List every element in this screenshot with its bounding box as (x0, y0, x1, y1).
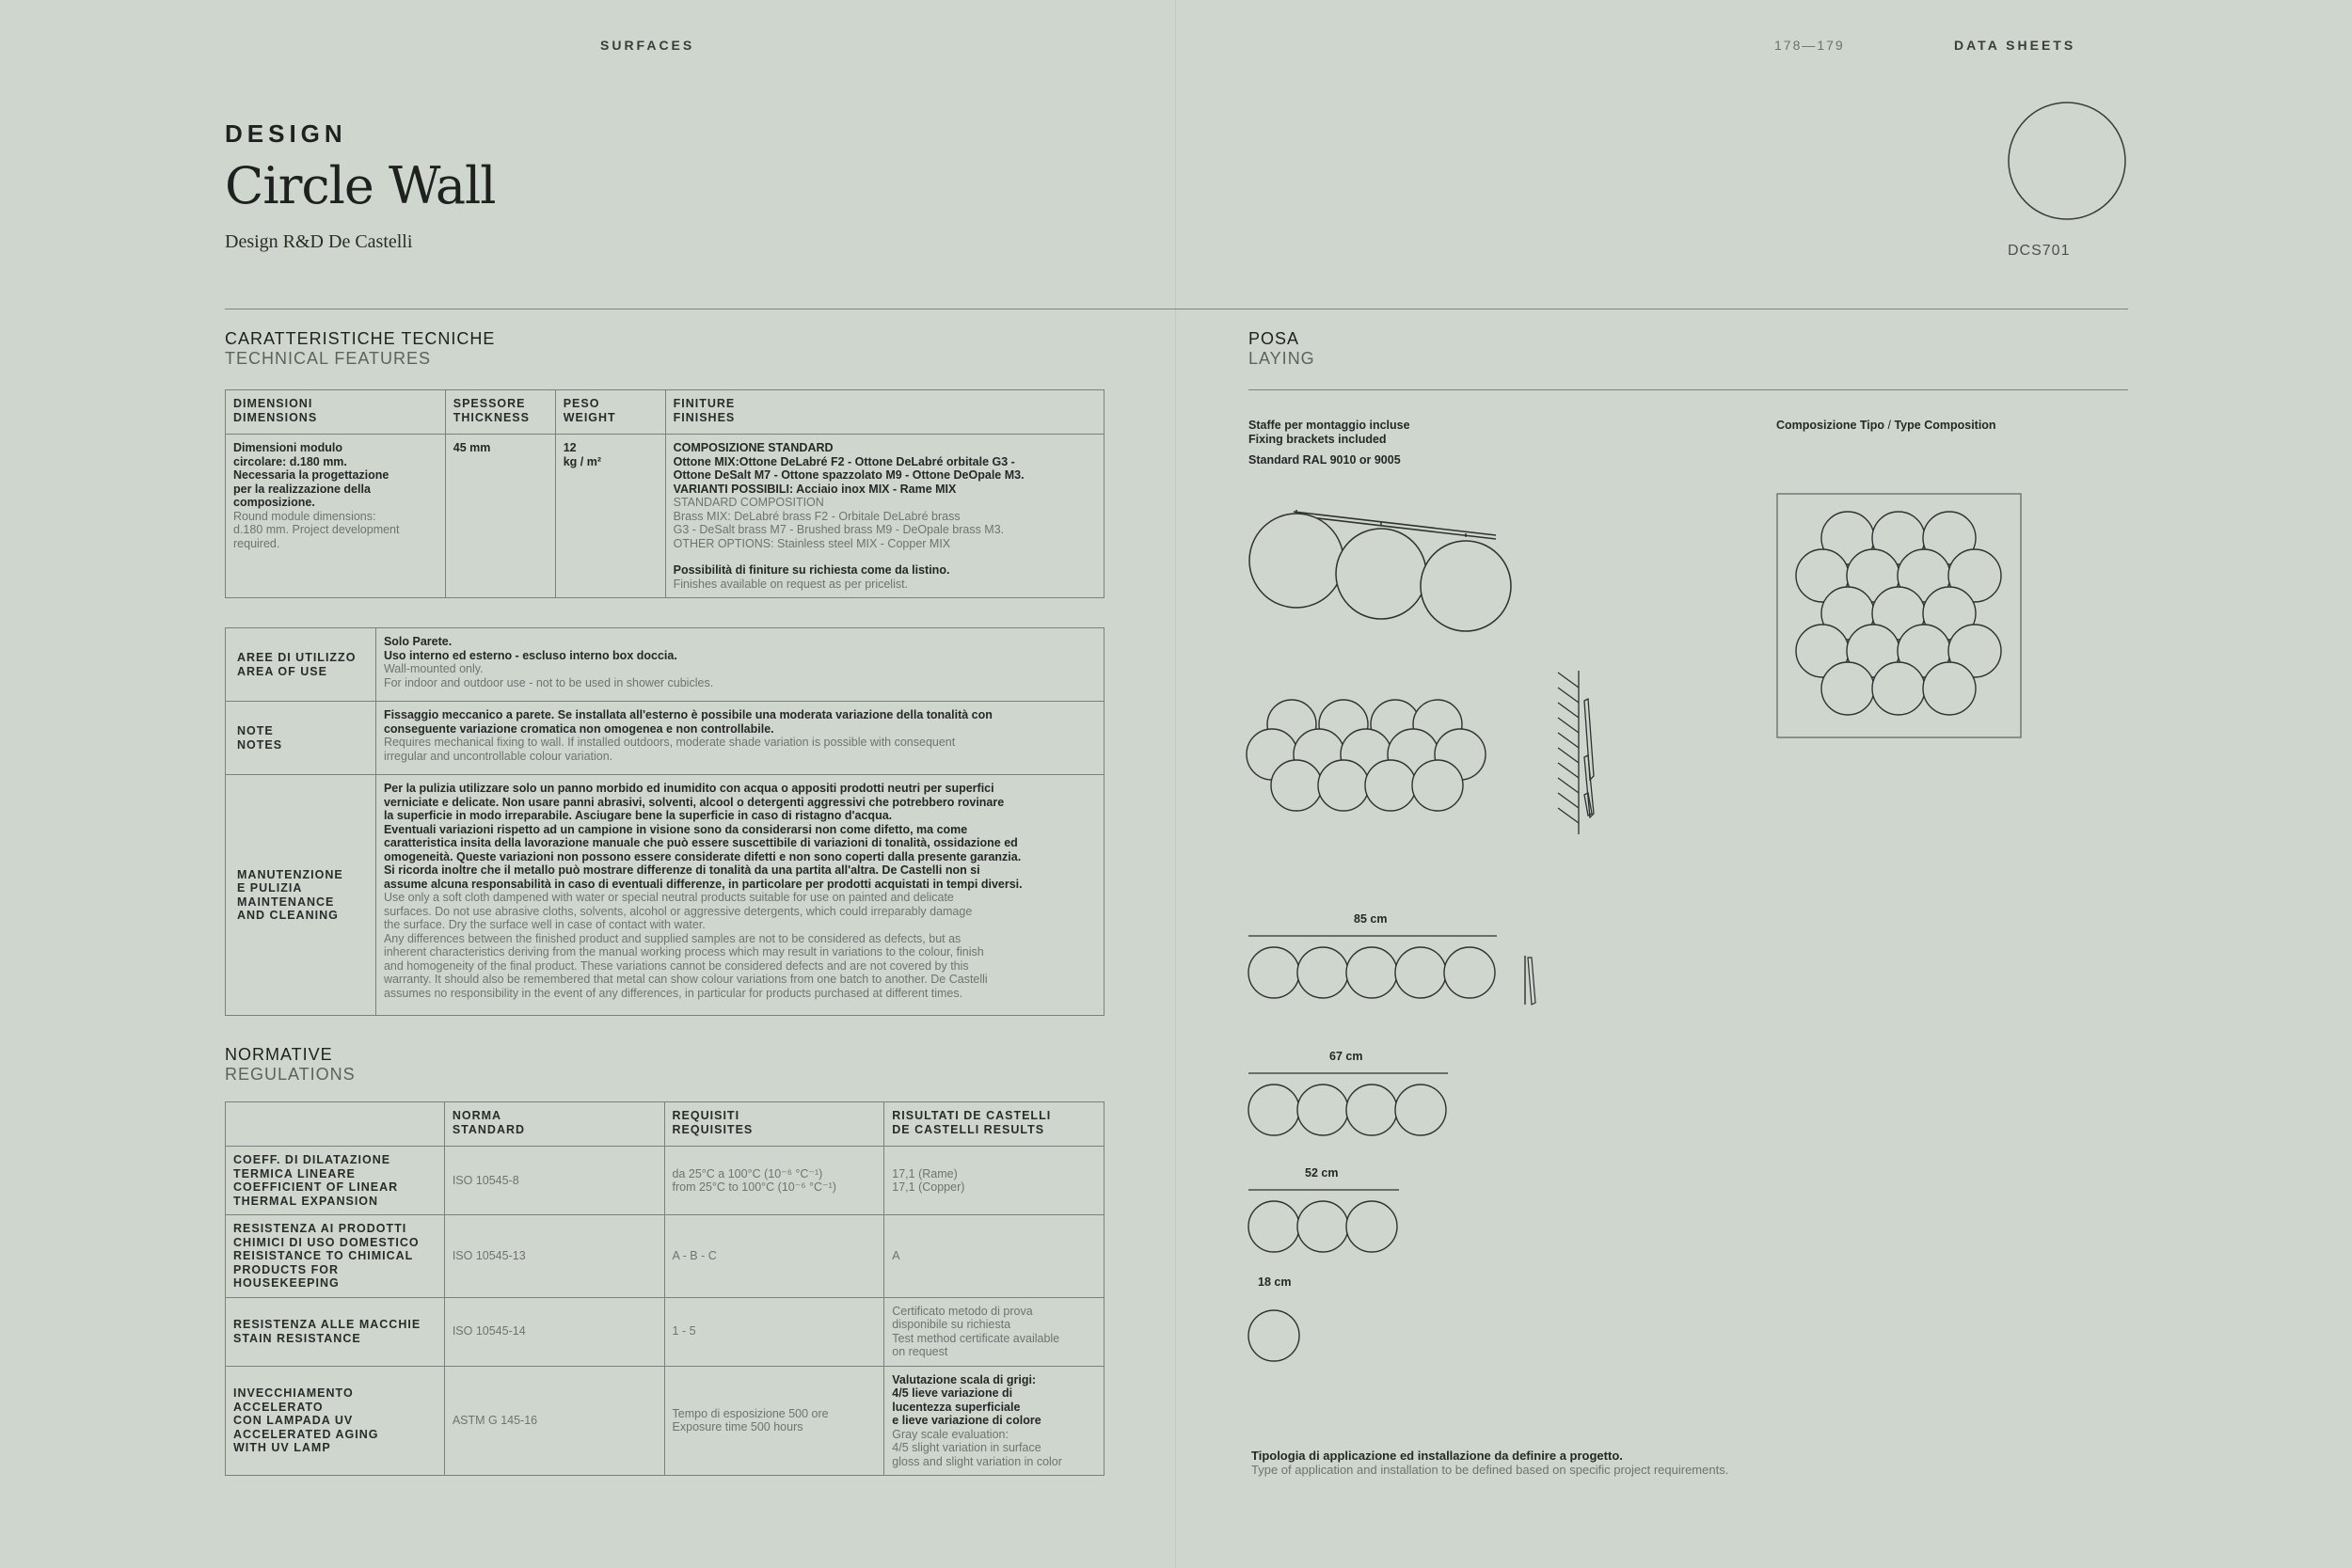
composition-caption: Composizione Tipo / Type Composition (1776, 419, 1996, 432)
label-notes (226, 702, 376, 775)
text-line: Test method certificate available (892, 1331, 1060, 1345)
text-line: COEFFICIENT OF LINEAR (233, 1180, 399, 1194)
text-line: Brass MIX: DeLabré brass F2 - Orbitale DeLabré brass (673, 509, 961, 523)
text-line: Uso interno ed esterno - escluso interno box doccia. (383, 648, 677, 662)
text-line: caratteristica insita della lavorazione manuale che può essere suscettibile di variazioni di tonalità, ossidazione ed (383, 836, 1018, 849)
text-line: conseguente variazione cromatica non omogenea e non controllabile. (383, 721, 774, 736)
text-line: COEFF. DI DILATAZIONE (233, 1153, 391, 1166)
cell-thickness: 45 mm (445, 435, 555, 598)
text-line: OTHER OPTIONS: Stainless steel MIX - Copper MIX (673, 536, 951, 550)
text-line: TERMICA LINEARE (233, 1166, 356, 1180)
text-line: Round module dimensions: (233, 509, 376, 523)
text-line: RESISTENZA AI PRODOTTI (233, 1222, 407, 1235)
text-line: Si ricorda inoltre che il metallo può mostrare differenze di tonalità da una partita all'altra. De Castelli non si (383, 863, 980, 877)
circle-module (1821, 662, 1874, 715)
text-line: inherent characteristics deriving from the manual working process which may result in variations to the colour, finish (383, 945, 984, 958)
text-line: VARIANTI POSSIBILI: Acciaio inox MIX - Rame MIX (673, 482, 957, 496)
laying-section-title (1248, 329, 1315, 369)
text-line: omogeneità. Queste variazioni non possono essere considerate difetti e non sono coperti dalla presente garanzia. (383, 849, 1022, 863)
circle-module (1248, 1085, 1299, 1135)
text-line: REISISTANCE TO CHIMICAL (233, 1249, 414, 1262)
circle-module (1365, 760, 1416, 811)
circle-module (1872, 662, 1925, 715)
text-line: E PULIZIA (237, 881, 303, 895)
text-line: MAINTENANCE (237, 895, 335, 909)
circle-module (1412, 760, 1463, 811)
text-line: Valutazione scala di grigi: (892, 1372, 1037, 1386)
cell-weight: 12 kg / m² (555, 435, 665, 598)
text-line: THERMAL EXPANSION (233, 1194, 379, 1208)
text-line: per la realizzazione della (233, 482, 371, 496)
dimension-label: 18 cm (1258, 1275, 1292, 1289)
cell-area-of-use (375, 628, 1104, 702)
text-line: CON LAMPADA UV (233, 1414, 354, 1427)
circle-module (1395, 947, 1446, 998)
circle-module (1297, 947, 1348, 998)
laying-title-en: LAYING (1248, 349, 1315, 368)
text-line: Eventuali variazioni rispetto ad un campione in visione sono da considerarsi non come difetto, ma come (383, 822, 968, 836)
regulations-title-en: REGULATIONS (225, 1065, 356, 1084)
table-row: COEFF. DI DILATAZIONE TERMICA LINEARE COEFFICIENT OF LINEAR THERMAL EXPANSION ISO 10545-8 da 25°C a 100°C (10⁻⁶ °C⁻¹) from 25°C to 100°C (10⁻⁶ °C⁻¹) 17,1 (Rame) 17,1 (Copper) (226, 1147, 1104, 1215)
table-row: RESISTENZA ALLE MACCHIE STAIN RESISTANCE ISO 10545-14 1 - 5 Certificato metodo di prova disponibile su richiesta Test method certificate available on request (226, 1297, 1104, 1366)
type-composition-illustration (1776, 493, 2023, 739)
circle-module (1346, 947, 1397, 998)
cell-maintenance (375, 775, 1104, 1016)
text-line: and homogeneity of the final product. These variations cannot be considered defects and are not covered by this (383, 958, 969, 973)
text-line: STAIN RESISTANCE (233, 1331, 361, 1345)
text-line: ACCELERATED AGING (233, 1427, 379, 1441)
text-line: Wall-mounted only. (383, 662, 484, 675)
text-line: Certificato metodo di prova (892, 1304, 1033, 1318)
side-profile-small (1522, 954, 1541, 1006)
regulations-section-title (225, 1045, 356, 1085)
text-line: WITH UV LAMP (233, 1441, 331, 1454)
text-line: irregular and uncontrollable colour variation. (383, 749, 613, 763)
th-thickness: SPESSORE THICKNESS (445, 390, 555, 435)
text-line: COMPOSIZIONE STANDARD (673, 441, 834, 454)
text-line: 4/5 slight variation in surface (892, 1441, 1041, 1454)
laying-footer-note: Tipologia di applicazione ed installazione da definire a progetto. Type of application and installation to be defined based on specific project requirements. (1251, 1449, 1729, 1477)
dimension-drawing-1 (1248, 1296, 1304, 1371)
text-line: NOTES (237, 737, 283, 752)
circle-module (1318, 760, 1369, 811)
circle-module (1346, 1085, 1397, 1135)
text-line: Per la pulizia utilizzare solo un panno morbido ed inumidito con acqua o appositi prodotti neutri per superfici (383, 782, 994, 795)
text-line: 17,1 (Rame) (892, 1166, 958, 1180)
text-line: AND CLEANING (237, 909, 339, 922)
product-title: Circle Wall (225, 156, 496, 215)
product-code: DCS701 (2008, 243, 2071, 259)
text-line: Gray scale evaluation: (892, 1427, 1009, 1441)
text-line: PRODUCTS FOR HOUSEKEEPING (233, 1262, 340, 1290)
dimension-label: 67 cm (1329, 1050, 1363, 1063)
table-row: RESISTENZA AI PRODOTTI CHIMICI DI USO DOMESTICO REISISTANCE TO CHIMICAL PRODUCTS FOR HOUSEKEEPING ISO 10545-13 A - B - C A (226, 1215, 1104, 1298)
text-line: verniciate e delicate. Non usare panni abrasivi, solventi, alcool o detergenti aggressivi che potrebbero rovinare (383, 795, 1005, 809)
th-requisites: REQUISITI REQUISITES (664, 1102, 884, 1147)
text-line: warranty. It should also be remembered that metal can show colour variations from one batch to another. De Castelli (383, 973, 988, 986)
text-line: AREA OF USE (237, 664, 327, 678)
laying-title-it: POSA (1248, 329, 1300, 348)
text-line: Requires mechanical fixing to wall. If installed outdoors, moderate shade variation is possible with consequent (383, 736, 956, 749)
text-line: NOTE (237, 724, 274, 737)
text-line: circolare: d.180 mm. (233, 454, 347, 468)
section-header-left: SURFACES (600, 38, 695, 53)
text-line: STANDARD COMPOSITION (673, 496, 824, 509)
regulations-table (225, 1101, 1104, 1476)
text-line: the surface. Dry the surface well in case of contact with water. (383, 918, 706, 931)
text-line: assumes no responsibility in the event of any differences, in particular for products purchased at different times. (383, 986, 963, 1000)
text-line: 1 - 5 (672, 1324, 696, 1338)
text-line: Ottone DeSalt M7 - Ottone spazzolato M9 - Ottone DeOpale M3. (673, 468, 1025, 482)
text-line: ACCELERATO (233, 1400, 324, 1414)
tech-title-it: CARATTERISTICHE TECNICHE (225, 329, 496, 348)
dimension-drawing-4 (1248, 1070, 1451, 1146)
text-line: e lieve variazione di colore (892, 1414, 1041, 1427)
tech-features-table (225, 389, 1104, 598)
text-line: 17,1 (Copper) (892, 1180, 965, 1194)
text-line: disponibile su richiesta (892, 1318, 1011, 1331)
text-line: Tempo di esposizione 500 ore (672, 1406, 829, 1420)
regulations-title-it: NORMATIVE (225, 1045, 333, 1064)
text-line: surfaces. Do not use abrasive cloths, solvents, alcohol or aggressive detergents, which could irreparably damage (383, 904, 973, 918)
circle-module (1248, 1310, 1299, 1361)
cluster-illustration (1242, 691, 1505, 823)
text-line: 4/5 lieve variazione di (892, 1386, 1013, 1400)
text-line: MANUTENZIONE (237, 867, 343, 881)
circle-module (1444, 947, 1495, 998)
dimension-drawing-3 (1248, 1187, 1402, 1262)
brackets-caption: Staffe per montaggio incluse Fixing brackets included Standard RAL 9010 or 9005 (1248, 419, 1410, 467)
text-line: required. (233, 536, 280, 550)
dimension-drawing-5 (1248, 933, 1500, 1008)
th-results: RISULTATI DE CASTELLI DE CASTELLI RESULTS (884, 1102, 1104, 1147)
cell-finishes: COMPOSIZIONE STANDARD Ottone MIX:Ottone DeLabré F2 - Ottone DeLabré orbitale G3 - Ottone DeSalt M7 - Ottone spazzolato M9 - Ottone DeOpale M3. VARIANTI POSSIBILI: Acciaio inox MIX - Rame MIX STANDARD COMPOSITION Brass MIX: DeLabré brass F2 - Orbitale DeLabré brass G3 - DeSalt brass M7 - Brushed brass M9 - DeOpale brass M3. OTHER OPTIONS: Stainless steel MIX - Copper MIX Possibilità di finiture su richiesta come da listino. Finishes available on request as per pricelist. (665, 435, 1104, 598)
text-line: Solo Parete. (383, 635, 453, 648)
cell-dimensions (226, 435, 446, 598)
text-line: Dimensioni modulo (233, 441, 342, 454)
text-line: Any differences between the finished product and supplied samples are not to be considered as defects, but as (383, 931, 961, 945)
text-line: composizione. (233, 496, 315, 509)
text-line: d.180 mm. Project development (233, 523, 400, 536)
product-circle-icon (2004, 98, 2130, 224)
text-line: Exposure time 500 hours (672, 1420, 803, 1434)
text-line: from 25°C to 100°C (10⁻⁶ °C⁻¹) (672, 1180, 836, 1194)
laying-divider (1248, 389, 2128, 390)
text-line: For indoor and outdoor use - not to be used in shower cubicles. (383, 675, 714, 689)
th-weight: PESO WEIGHT (555, 390, 665, 435)
wall-profile-illustration (1552, 663, 1599, 842)
design-kicker: DESIGN (225, 119, 347, 148)
page-spine (1175, 0, 1176, 1568)
usage-table (225, 627, 1104, 1016)
th-finishes: FINITURE FINISHES (665, 390, 1104, 435)
section-header-right: DATA SHEETS (1954, 38, 2076, 53)
text-line: RESISTENZA ALLE MACCHIE (233, 1318, 421, 1331)
circle-module (1923, 662, 1976, 715)
dimension-label: 52 cm (1305, 1166, 1339, 1180)
dimension-label: 85 cm (1354, 912, 1388, 926)
th-standard: NORMA STANDARD (444, 1102, 664, 1147)
mounting-illustration (1242, 499, 1524, 640)
text-line: INVECCHIAMENTO (233, 1386, 354, 1400)
circle-module (1395, 1085, 1446, 1135)
circle-module (1248, 947, 1299, 998)
text-line: Ottone MIX:Ottone DeLabré F2 - Ottone DeLabré orbitale G3 - (673, 454, 1015, 468)
text-line: gloss and slight variation in color (892, 1454, 1062, 1468)
th-empty (226, 1102, 445, 1147)
designer-credit: Design R&D De Castelli (225, 231, 413, 252)
circle-module (1346, 1201, 1397, 1252)
tech-title-en: TECHNICAL FEATURES (225, 349, 432, 368)
label-maintenance (226, 775, 376, 1016)
text-line: CHIMICI DI USO DOMESTICO (233, 1235, 420, 1249)
table-row: INVECCHIAMENTO ACCELERATO CON LAMPADA UV ACCELERATED AGING WITH UV LAMP ASTM G 145-16 Tempo di esposizione 500 ore Exposure time 500 hours Valutazione scala di grigi: 4/5 lieve variazione di lucentezza superficiale e lieve variazione di colore Gray scale evaluation: 4/5 slight variation in surface gloss and slight variation in color (226, 1366, 1104, 1476)
circle-module (1248, 1201, 1299, 1252)
text-line: Use only a soft cloth dampened with water or special neutral products suitable for use on painted and delicate (383, 891, 954, 904)
text-line: AREE DI UTILIZZO (237, 651, 357, 664)
text-line: lucentezza superficiale (892, 1400, 1021, 1414)
circle-module (1271, 760, 1322, 811)
cell-notes (375, 702, 1104, 775)
text-line: A - B - C (672, 1249, 717, 1262)
circle-module (1297, 1085, 1348, 1135)
circle-module (1297, 1201, 1348, 1252)
text-line: on request (892, 1345, 948, 1358)
text-line: la superficie in modo irreparabile. Asciugare bene la superficie in caso di ristagno d'acqua. (383, 809, 893, 822)
text-line: Fissaggio meccanico a parete. Se installata all'esterno è possibile una moderata variazione della tonalità con (383, 708, 993, 721)
label-area-of-use (226, 628, 376, 702)
text-line: assume alcuna responsabilità in caso di eventuali differenze, in particolare per prodotti acquistati in tempi diversi. (383, 877, 1023, 891)
text-line: Necessaria la progettazione (233, 468, 389, 482)
tech-section-title (225, 329, 495, 369)
text-line: da 25°C a 100°C (10⁻⁶ °C⁻¹) (672, 1166, 823, 1180)
text-line: G3 - DeSalt brass M7 - Brushed brass M9 - DeOpale brass M3. (673, 523, 1005, 536)
th-dimensions: DIMENSIONI DIMENSIONS (226, 390, 446, 435)
page-numbers: 178—179 (1774, 38, 1845, 53)
text-line: A (892, 1249, 900, 1262)
